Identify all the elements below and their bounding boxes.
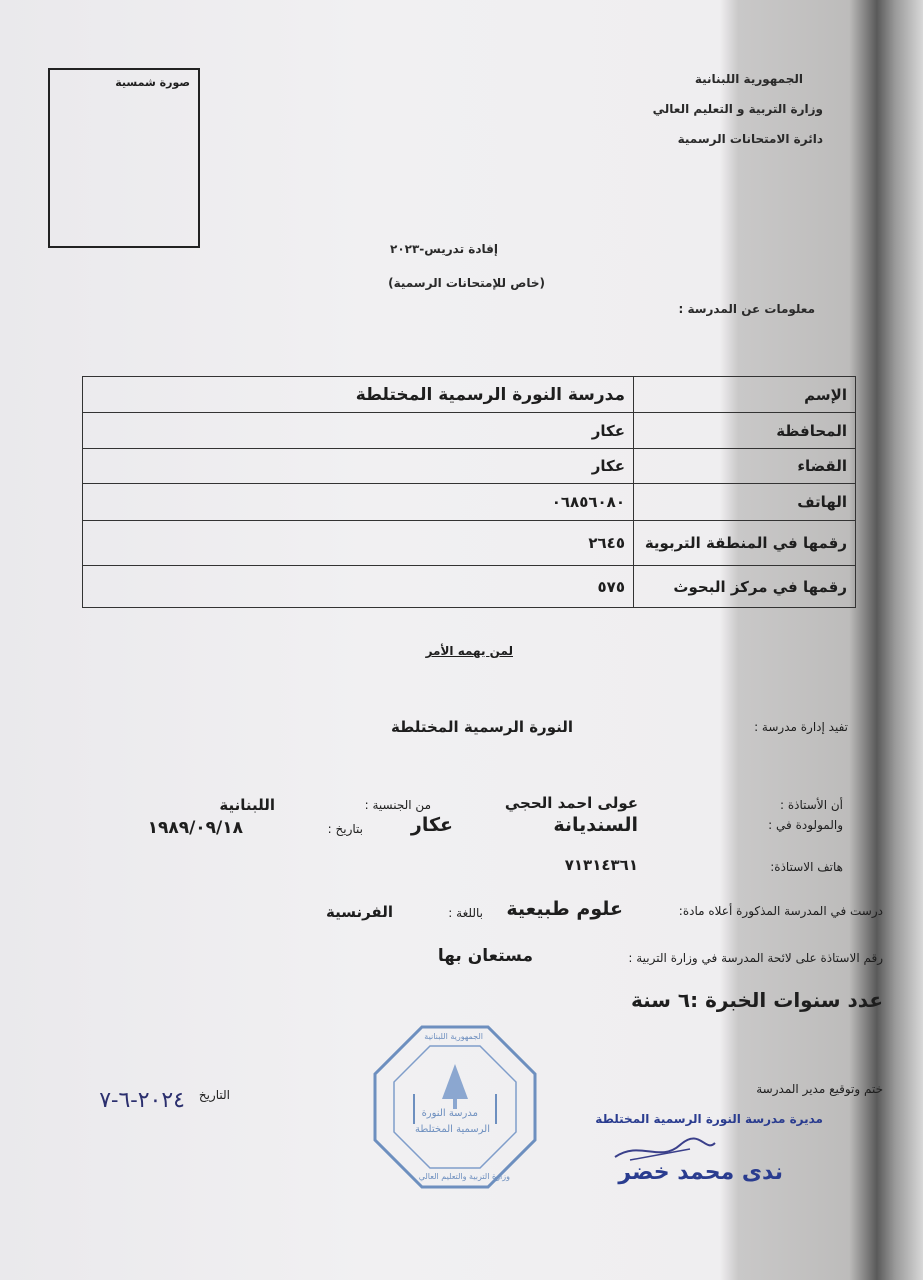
birthdate-value: ١٩٨٩/٠٩/١٨ (147, 818, 243, 838)
photo-label: صورة شمسية (115, 76, 190, 89)
roster-label: رقم الاستاذة على لائحة المدرسة في وزارة التربية : (628, 951, 883, 965)
born-label: والمولودة في : (768, 818, 843, 832)
stamp-school-line1: مدرسة النورة (421, 1108, 478, 1119)
born-place: السنديانة (553, 814, 638, 836)
school-name: النورة الرسمية المختلطة (391, 718, 573, 736)
roster-value: مستعان بها (437, 946, 533, 966)
photo-box (48, 68, 200, 248)
language-value: الفرنسية (325, 903, 393, 921)
stamp-republic: الجمهورية اللبنانية (424, 1032, 483, 1041)
stamp-school-line2: الرسمية المختلطة (414, 1124, 490, 1135)
row-label: الإسم (634, 377, 856, 413)
teacher-label: أن الأستاذة : (780, 798, 843, 812)
row-value: ٥٧٥ (83, 566, 634, 608)
school-label: تفيد إدارة مدرسة : (754, 720, 848, 734)
subject-value: علوم طبيعية (506, 898, 623, 920)
to-whom-heading: لمن يهمه الأمر (425, 644, 513, 658)
birthdate-label: بتاريخ : (327, 822, 363, 836)
table-row (83, 484, 856, 521)
row-label: المحافظة (634, 413, 856, 449)
document-title: إفادة تدريس-٢٠٢٣ (390, 242, 498, 256)
school-info-table (82, 376, 856, 608)
document-subtitle: (خاص للإمتحانات الرسمية) (388, 276, 545, 290)
phone-label: هاتف الاستاذة: (770, 860, 843, 874)
school-info-label: معلومات عن المدرسة : (678, 302, 815, 316)
row-value: عكار (83, 449, 634, 484)
date-label: التاريخ (198, 1088, 230, 1102)
row-label: رقمها في مركز البحوث (634, 566, 856, 608)
row-value: مدرسة النورة الرسمية المختلطة (83, 377, 634, 413)
republic-header: الجمهورية اللبنانية (694, 72, 803, 86)
table-row (83, 377, 856, 413)
row-value: عكار (83, 413, 634, 449)
director-title: مديرة مدرسة النورة الرسمية المختلطة (595, 1112, 823, 1126)
phone-value: ٧١٣١٤٣٦١ (564, 856, 638, 874)
nationality-label: من الجنسية : (364, 798, 431, 812)
row-value: ٢٦٤٥ (83, 521, 634, 566)
date-value: ٢٠٢٤-٦-٧ (99, 1088, 185, 1113)
stamp-ministry: وزارة التربية والتعليم العالي (418, 1172, 510, 1181)
table-row (83, 413, 856, 449)
taught-label: درست في المدرسة المذكورة أعلاه مادة: (678, 904, 883, 918)
row-label: القضاء (634, 449, 856, 484)
nationality-value: اللبنانية (219, 796, 275, 814)
row-value: ٠٦٨٥٦٠٨٠ (83, 484, 634, 521)
table-row (83, 449, 856, 484)
department-header: دائرة الامتحانات الرسمية (677, 132, 823, 146)
experience-years: عدد سنوات الخبرة :٦ سنة (630, 988, 883, 1012)
row-label: الهاتف (634, 484, 856, 521)
signature-label: ختم وتوقيع مدير المدرسة (756, 1082, 883, 1096)
school-stamp (372, 1024, 538, 1190)
ministry-header: وزارة التربية و التعليم العالي (652, 102, 823, 116)
teacher-name: عولى احمد الحجي (504, 794, 638, 812)
table-row (83, 566, 856, 608)
director-name: ندى محمد خضر (618, 1160, 783, 1185)
born-district: عكار (410, 814, 453, 836)
row-label: رقمها في المنطقة التربوية (634, 521, 856, 566)
table-row (83, 521, 856, 566)
language-label: باللغة : (448, 906, 483, 920)
